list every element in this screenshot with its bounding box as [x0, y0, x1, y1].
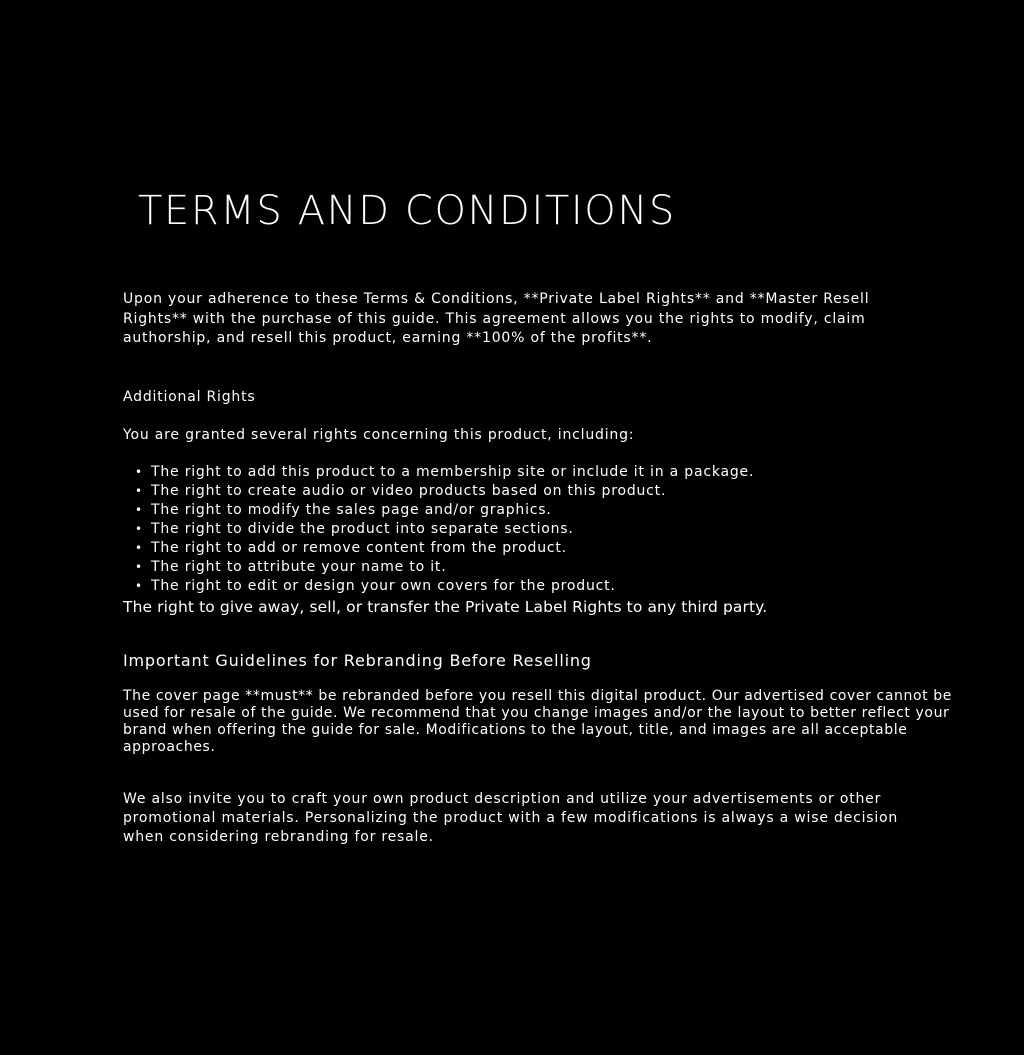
page-title: TERMS AND CONDITIONS — [138, 188, 676, 234]
additional-rights-intro: You are granted several rights concerning this product, including: — [123, 427, 635, 443]
list-item — [135, 558, 754, 577]
bullet-icon: • — [135, 484, 143, 498]
list-item — [135, 520, 754, 539]
list-item-text: The right to modify the sales page and/or graphics. — [151, 502, 552, 518]
bullet-icon: • — [135, 522, 143, 536]
bullet-icon: • — [135, 465, 143, 479]
guidelines-heading: Important Guidelines for Rebranding Before Reselling — [123, 651, 592, 670]
bullet-icon: • — [135, 579, 143, 593]
list-item-text: The right to edit or design your own covers for the product. — [151, 578, 616, 594]
list-item-text: The right to add or remove content from the product. — [151, 540, 567, 556]
list-item — [135, 539, 754, 558]
bullet-icon: • — [135, 541, 143, 555]
bullet-icon: • — [135, 560, 143, 574]
guidelines-paragraph: The cover page **must** be rebranded before you resell this digital product. Our advertised cover cannot be used for resale of the guide. We recommend that you change images and/or the layout to better reflect your brand when offering the guide for sale. Modifications to the layout, title, and images are all acceptable approaches. — [123, 688, 952, 755]
list-item-text: The right to attribute your name to it. — [151, 559, 447, 575]
list-item — [135, 577, 754, 596]
list-item-text: The right to divide the product into separate sections. — [151, 521, 574, 537]
rights-list — [135, 463, 754, 596]
list-item-text: The right to add this product to a membership site or include it in a package. — [151, 464, 755, 480]
invite-paragraph: We also invite you to craft your own product description and utilize your advertisements or other promotional materials. Personalizing the product with a few modifications is always a wise decision when considering rebranding for resale. — [123, 791, 899, 845]
list-item — [135, 482, 754, 501]
bullet-icon: • — [135, 503, 143, 517]
additional-rights-heading: Additional Rights — [123, 389, 256, 405]
list-item-text: The right to create audio or video products based on this product. — [151, 483, 667, 499]
intro-paragraph: Upon your adherence to these Terms & Conditions, **Private Label Rights** and **Master Resell Rights** with the purchase of this guide. This agreement allows you the rights to modify, claim authorship, and resell this product, earning **100% of the profits**. — [123, 291, 870, 346]
transfer-rights-line: The right to give away, sell, or transfer the Private Label Rights to any third party. — [123, 598, 768, 616]
list-item — [135, 463, 754, 482]
list-item — [135, 501, 754, 520]
